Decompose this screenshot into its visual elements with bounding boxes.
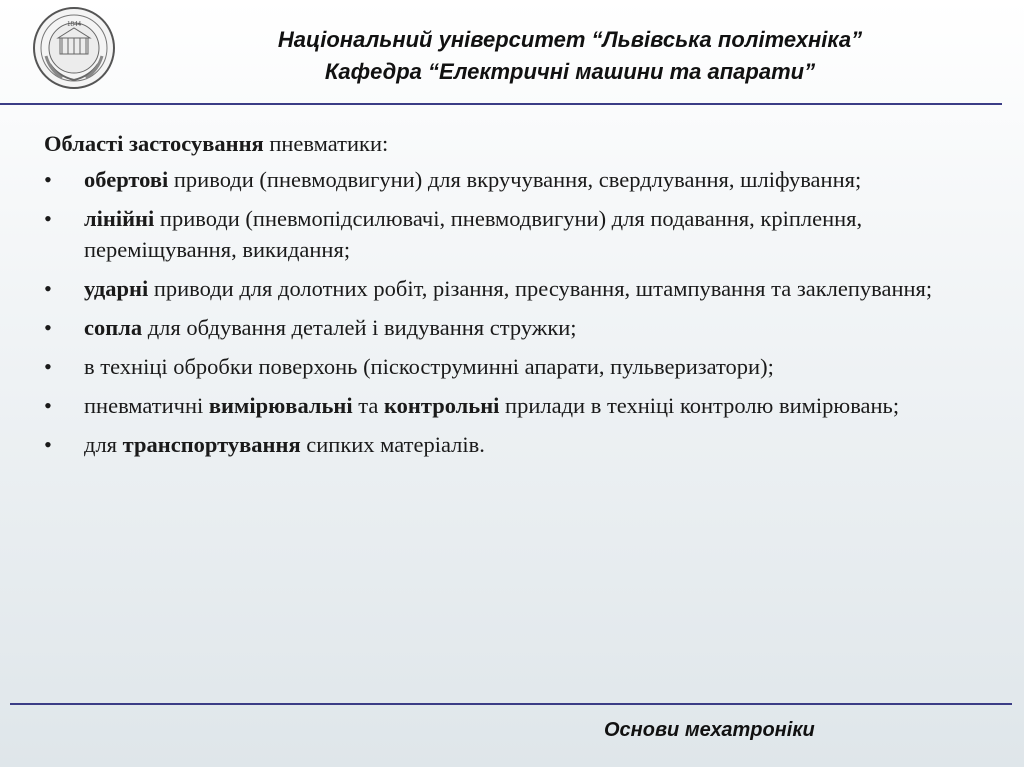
intro-text: пневматики: xyxy=(263,131,389,156)
item-text: пневматичні xyxy=(84,393,209,418)
bullet-icon: • xyxy=(44,206,52,231)
item-text: прилади в техніці контролю вимірювань; xyxy=(499,393,900,418)
item-text: приводи (пневмодвигуни) для вкручування, свердлування, шліфування; xyxy=(168,167,862,192)
university-seal-icon xyxy=(28,4,120,96)
item-keyword: лінійні xyxy=(84,206,155,231)
list-item xyxy=(44,312,984,343)
list-item xyxy=(44,429,984,460)
list-item xyxy=(44,351,984,382)
item-text: в техніці обробки поверхонь (піскоструминні апарати, пульверизатори); xyxy=(84,354,774,379)
item-text: для xyxy=(84,432,123,457)
item-text: сипких матеріалів. xyxy=(300,432,485,457)
bullet-icon: • xyxy=(44,315,52,340)
list-item xyxy=(44,390,984,421)
course-title: Основи мехатроніки xyxy=(604,719,815,741)
intro-bold: Області застосування xyxy=(44,131,264,156)
list-item xyxy=(44,164,984,195)
footer-divider xyxy=(10,703,1012,705)
university-name: Національний університет “Львівська політехніка” xyxy=(277,27,863,52)
item-keyword: обертові xyxy=(84,167,169,192)
department-name: Кафедра “Електричні машини та апарати” xyxy=(324,59,816,84)
item-keyword: сопла xyxy=(84,315,143,340)
bullet-icon: • xyxy=(44,432,52,457)
page-header xyxy=(130,24,1010,88)
seal-year: 1844 xyxy=(67,20,81,28)
intro-line xyxy=(44,128,984,159)
list-item xyxy=(44,273,984,304)
item-keyword: контрольні xyxy=(384,393,500,418)
bullet-icon: • xyxy=(44,167,52,192)
item-text: та xyxy=(352,393,384,418)
header-divider xyxy=(0,103,1002,105)
item-keyword: ударні xyxy=(84,276,149,301)
bullet-icon: • xyxy=(44,354,52,379)
list-item xyxy=(44,203,984,265)
item-keyword: транспортування xyxy=(122,432,301,457)
bullet-icon: • xyxy=(44,393,52,418)
slide-body xyxy=(44,128,984,468)
item-text: приводи (пневмопідсилювачі, пневмодвигуни) для подавання, кріплення, переміщування, викидання; xyxy=(84,206,863,262)
bullet-icon: • xyxy=(44,276,52,301)
bullet-list xyxy=(44,164,984,460)
item-keyword: вимірювальні xyxy=(208,393,353,418)
item-text: приводи для долотних робіт, різання, пресування, штампування та заклепування; xyxy=(148,276,933,301)
item-text: для обдування деталей і видування стружки; xyxy=(142,315,577,340)
